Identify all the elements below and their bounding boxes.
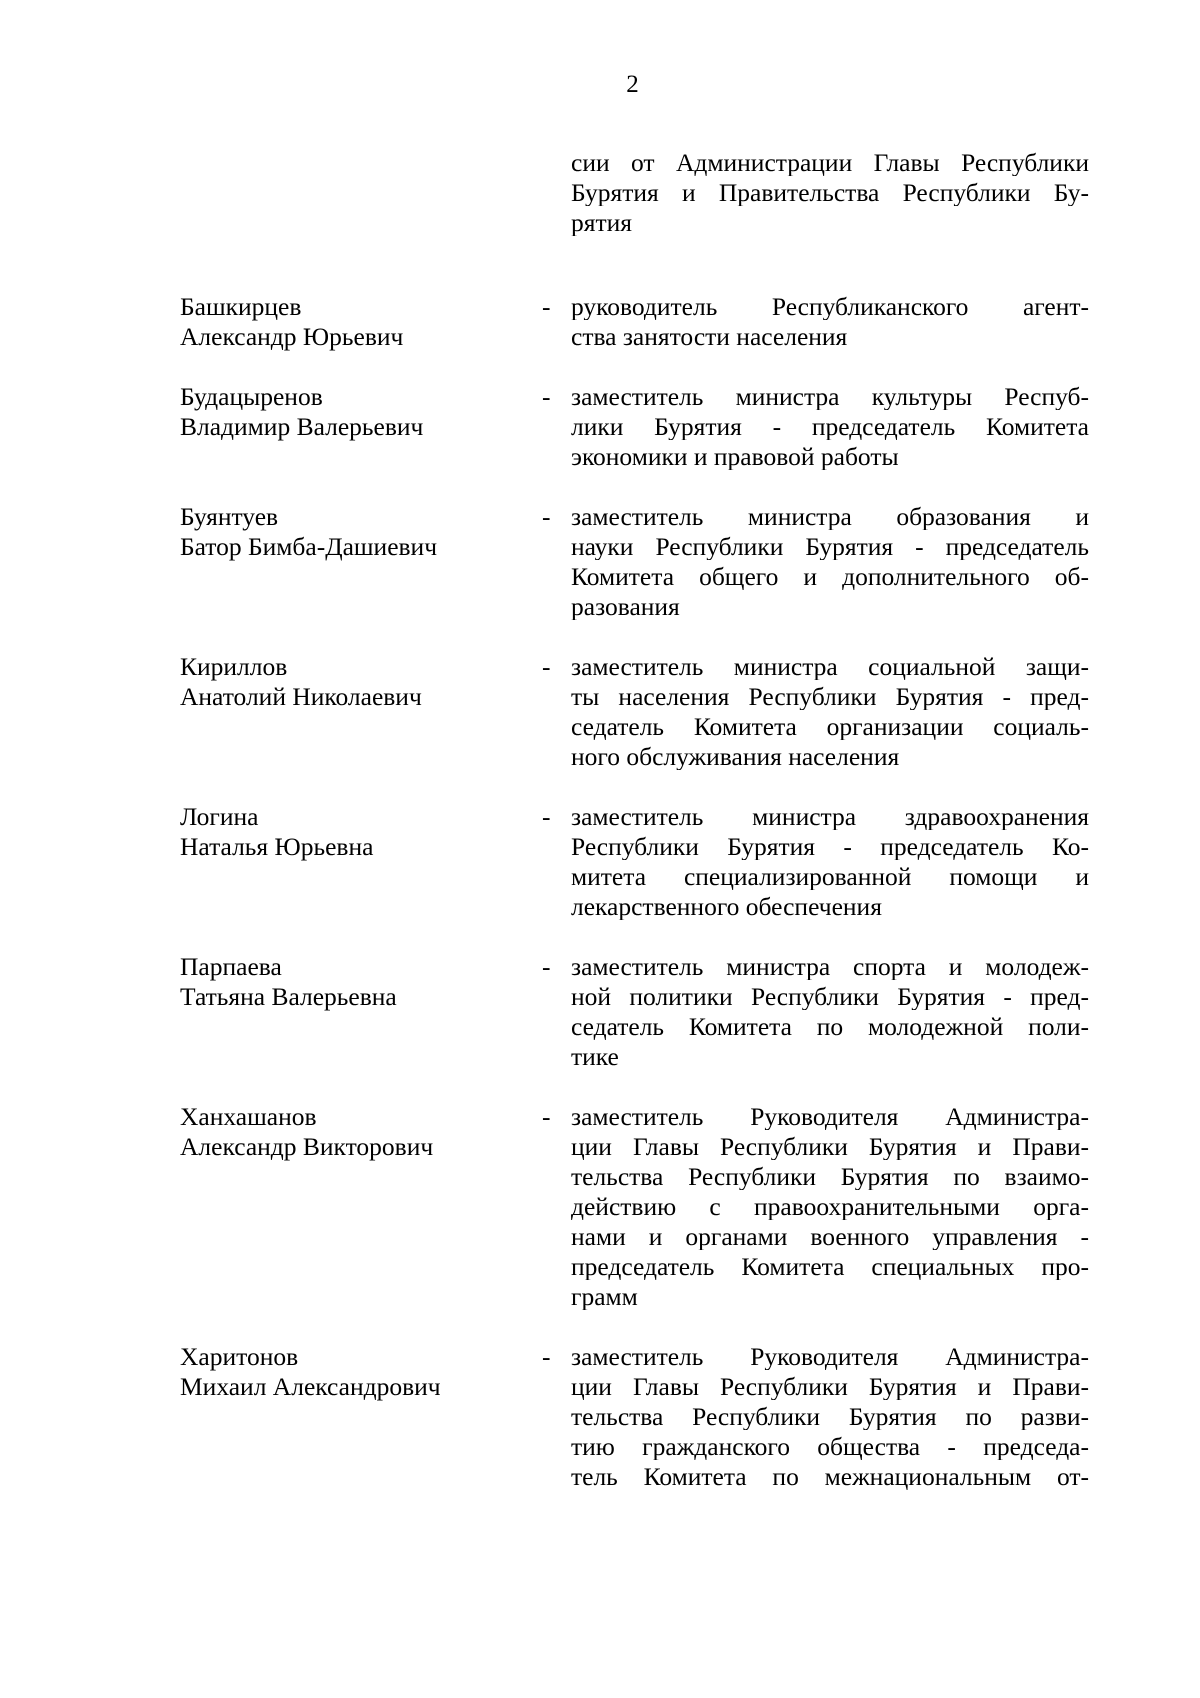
member-surname: Кириллов xyxy=(180,652,288,681)
position-line: митета специализированной помощи и xyxy=(571,862,1089,890)
position-line: лики Бурятия - председатель Комитета xyxy=(571,412,1089,440)
member-name xyxy=(180,650,520,710)
member-name xyxy=(180,950,520,1010)
position-line: заместитель министра культуры Респуб- xyxy=(571,382,1089,410)
position-line: тике xyxy=(571,1042,619,1070)
position-line: ства занятости населения xyxy=(571,322,848,350)
position-line: заместитель министра спорта и молодеж- xyxy=(571,952,1089,980)
member-given-names: Анатолий Николаевич xyxy=(180,682,422,711)
position-line: тельства Республики Бурятия по разви- xyxy=(571,1402,1089,1430)
member-entry xyxy=(0,650,1200,770)
entry-dash: - xyxy=(542,292,551,321)
entry-dash: - xyxy=(542,1102,551,1131)
position-line: Республики Бурятия - председатель Ко- xyxy=(571,832,1089,860)
continuation-line: сии от Администрации Главы Республики xyxy=(571,148,1089,176)
continuation-text xyxy=(571,146,1089,236)
position-line: разования xyxy=(571,592,680,620)
position-line: ной политики Республики Бурятия - пред- xyxy=(571,982,1089,1010)
member-entry xyxy=(0,800,1200,920)
member-entry xyxy=(0,1100,1200,1310)
entry-dash: - xyxy=(542,952,551,981)
member-given-names: Александр Юрьевич xyxy=(180,322,404,351)
member-given-names: Наталья Юрьевна xyxy=(180,832,374,861)
continuation-line: Бурятия и Правительства Республики Бу- xyxy=(571,178,1089,206)
position-line: грамм xyxy=(571,1282,638,1310)
member-position xyxy=(571,800,1089,920)
member-position xyxy=(571,500,1089,620)
position-line: заместитель министра здравоохранения xyxy=(571,802,1089,830)
member-position xyxy=(571,290,1089,350)
member-surname: Парпаева xyxy=(180,952,282,981)
position-line: заместитель Руководителя Администра- xyxy=(571,1342,1089,1370)
position-line: тель Комитета по межнациональным от- xyxy=(571,1462,1089,1490)
member-position xyxy=(571,950,1089,1070)
entry-dash: - xyxy=(542,652,551,681)
position-line: лекарственного обеспечения xyxy=(571,892,882,920)
member-given-names: Александр Викторович xyxy=(180,1132,434,1161)
position-line: заместитель Руководителя Администра- xyxy=(571,1102,1089,1130)
member-given-names: Батор Бимба-Дашиевич xyxy=(180,532,438,561)
member-name xyxy=(180,1340,520,1400)
member-name xyxy=(180,500,520,560)
entry-dash: - xyxy=(542,1342,551,1371)
member-position xyxy=(571,380,1089,470)
position-line: ции Главы Республики Бурятия и Прави- xyxy=(571,1132,1089,1160)
position-line: нами и органами военного управления - xyxy=(571,1222,1089,1250)
member-given-names: Татьяна Валерьевна xyxy=(180,982,397,1011)
member-entry xyxy=(0,1340,1200,1490)
entry-dash: - xyxy=(542,802,551,831)
member-entry xyxy=(0,380,1200,470)
position-line: седатель Комитета организации социаль- xyxy=(571,712,1089,740)
position-line: тию гражданского общества - председа- xyxy=(571,1432,1089,1460)
member-name xyxy=(180,800,520,860)
entry-dash: - xyxy=(542,382,551,411)
position-line: экономики и правовой работы xyxy=(571,442,899,470)
position-line: заместитель министра социальной защи- xyxy=(571,652,1089,680)
position-line: руководитель Республиканского агент- xyxy=(571,292,1089,320)
member-given-names: Владимир Валерьевич xyxy=(180,412,424,441)
entry-dash: - xyxy=(542,502,551,531)
member-given-names: Михаил Александрович xyxy=(180,1372,441,1401)
position-line: ции Главы Республики Бурятия и Прави- xyxy=(571,1372,1089,1400)
position-line: действию с правоохранительными орга- xyxy=(571,1192,1089,1220)
position-line: ного обслуживания населения xyxy=(571,742,900,770)
member-name xyxy=(180,380,520,440)
member-position xyxy=(571,650,1089,770)
position-line: ты населения Республики Бурятия - пред- xyxy=(571,682,1089,710)
position-line: заместитель министра образования и xyxy=(571,502,1089,530)
member-surname: Буянтуев xyxy=(180,502,279,531)
member-name xyxy=(180,1100,520,1160)
member-surname: Ханхашанов xyxy=(180,1102,317,1131)
position-line: седатель Комитета по молодежной поли- xyxy=(571,1012,1089,1040)
member-entry xyxy=(0,290,1200,351)
position-line: Комитета общего и дополнительного об- xyxy=(571,562,1089,590)
member-name xyxy=(180,290,520,350)
member-position xyxy=(571,1100,1089,1310)
member-entry xyxy=(0,950,1200,1070)
position-line: тельства Республики Бурятия по взаимо- xyxy=(571,1162,1089,1190)
member-entry xyxy=(0,500,1200,620)
member-surname: Логина xyxy=(180,802,259,831)
member-surname: Будацыренов xyxy=(180,382,323,411)
continuation-line: рятия xyxy=(571,208,632,236)
position-line: науки Республики Бурятия - председатель xyxy=(571,532,1089,560)
member-surname: Башкирцев xyxy=(180,292,302,321)
member-position xyxy=(571,1340,1089,1490)
member-surname: Харитонов xyxy=(180,1342,299,1371)
position-line: председатель Комитета специальных про- xyxy=(571,1252,1089,1280)
page-number: 2 xyxy=(626,71,639,98)
